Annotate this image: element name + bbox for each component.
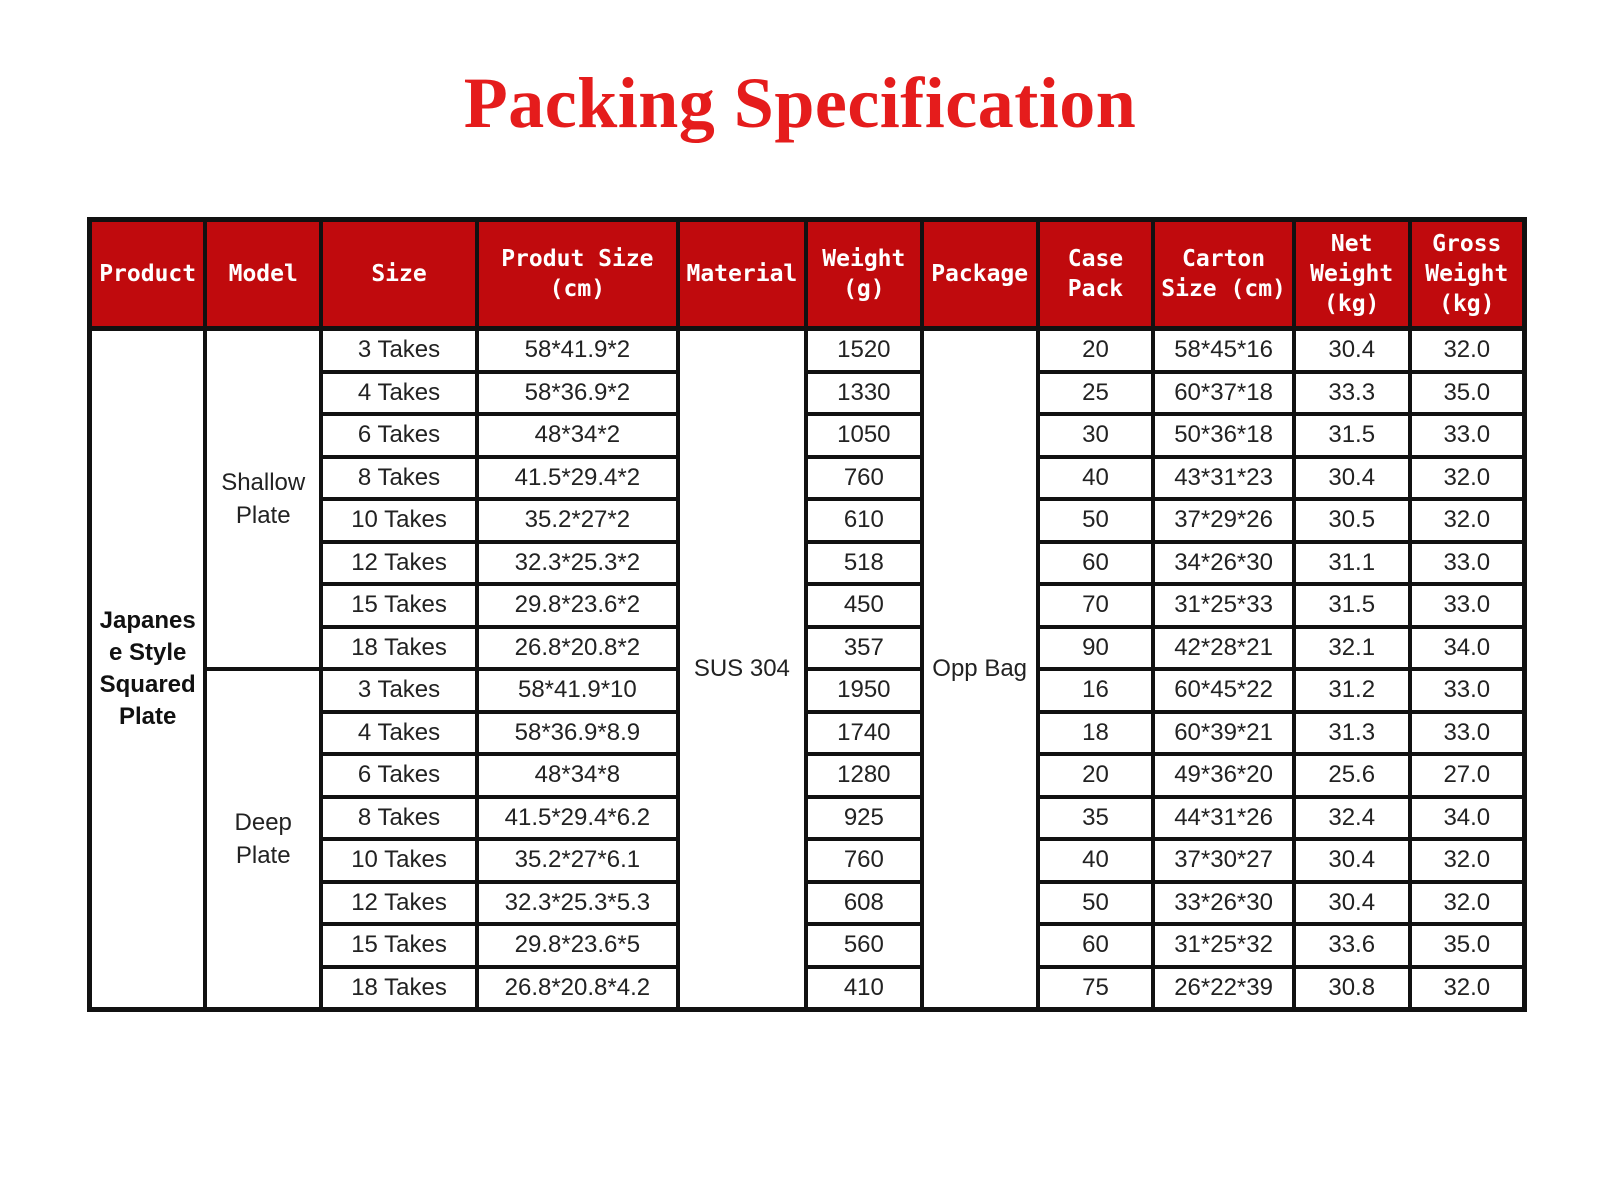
weight-cell: 608 xyxy=(806,882,922,925)
gross-weight-cell: 33.0 xyxy=(1410,542,1525,585)
net-weight-cell: 30.4 xyxy=(1294,457,1410,500)
carton-size-cell: 26*22*39 xyxy=(1153,967,1293,1010)
size-cell: 6 Takes xyxy=(321,414,477,457)
gross-weight-cell: 33.0 xyxy=(1410,669,1525,712)
size-cell: 4 Takes xyxy=(321,712,477,755)
case-pack-cell: 35 xyxy=(1038,797,1154,840)
weight-cell: 560 xyxy=(806,924,922,967)
weight-cell: 610 xyxy=(806,499,922,542)
column-header-size xyxy=(321,220,477,329)
size-cell: 3 Takes xyxy=(321,669,477,712)
column-header-weight xyxy=(806,220,922,329)
size-cell: 8 Takes xyxy=(321,457,477,500)
gross-weight-cell: 32.0 xyxy=(1410,967,1525,1010)
column-header-line: Produt Size xyxy=(501,246,654,272)
column-header-product xyxy=(90,220,206,329)
product-size-cell: 41.5*29.4*2 xyxy=(477,457,678,500)
product-size-cell: 58*41.9*2 xyxy=(477,329,678,372)
column-header-line: (kg) xyxy=(1324,291,1380,317)
product-size-cell: 32.3*25.3*2 xyxy=(477,542,678,585)
column-header-line: Case xyxy=(1067,246,1124,272)
case-pack-cell: 50 xyxy=(1038,499,1154,542)
case-pack-cell: 75 xyxy=(1038,967,1154,1010)
net-weight-cell: 31.1 xyxy=(1294,542,1410,585)
net-weight-cell: 31.5 xyxy=(1294,414,1410,457)
carton-size-cell: 33*26*30 xyxy=(1153,882,1293,925)
column-header-line: Weight xyxy=(822,246,906,272)
carton-size-cell: 31*25*32 xyxy=(1153,924,1293,967)
size-cell: 12 Takes xyxy=(321,882,477,925)
column-header-package xyxy=(922,220,1038,329)
header-row xyxy=(90,220,1525,329)
column-header-line: Net xyxy=(1330,231,1373,257)
size-cell: 8 Takes xyxy=(321,797,477,840)
product-size-cell: 41.5*29.4*6.2 xyxy=(477,797,678,840)
carton-size-cell: 31*25*33 xyxy=(1153,584,1293,627)
net-weight-cell: 32.1 xyxy=(1294,627,1410,670)
column-header-material xyxy=(678,220,806,329)
model-name-line: Plate xyxy=(235,842,291,869)
size-cell: 10 Takes xyxy=(321,839,477,882)
case-pack-cell: 20 xyxy=(1038,329,1154,372)
gross-weight-cell: 32.0 xyxy=(1410,457,1525,500)
gross-weight-cell: 33.0 xyxy=(1410,584,1525,627)
model-name-line: Shallow xyxy=(221,469,306,496)
case-pack-cell: 18 xyxy=(1038,712,1154,755)
product-size-cell: 35.2*27*2 xyxy=(477,499,678,542)
case-pack-cell: 16 xyxy=(1038,669,1154,712)
material-cell: SUS 304 xyxy=(678,329,806,1010)
carton-size-cell: 60*45*22 xyxy=(1153,669,1293,712)
weight-cell: 450 xyxy=(806,584,922,627)
weight-cell: 1740 xyxy=(806,712,922,755)
net-weight-cell: 32.4 xyxy=(1294,797,1410,840)
size-cell: 15 Takes xyxy=(321,924,477,967)
gross-weight-cell: 35.0 xyxy=(1410,372,1525,415)
carton-size-cell: 34*26*30 xyxy=(1153,542,1293,585)
carton-size-cell: 44*31*26 xyxy=(1153,797,1293,840)
net-weight-cell: 30.4 xyxy=(1294,329,1410,372)
case-pack-cell: 20 xyxy=(1038,754,1154,797)
product-size-cell: 58*36.9*2 xyxy=(477,372,678,415)
net-weight-cell: 31.2 xyxy=(1294,669,1410,712)
gross-weight-cell: 34.0 xyxy=(1410,797,1525,840)
product-size-cell: 35.2*27*6.1 xyxy=(477,839,678,882)
column-header-line: Material xyxy=(686,261,798,287)
package-cell: Opp Bag xyxy=(922,329,1038,1010)
carton-size-cell: 37*30*27 xyxy=(1153,839,1293,882)
weight-cell: 1050 xyxy=(806,414,922,457)
case-pack-cell: 60 xyxy=(1038,542,1154,585)
size-cell: 18 Takes xyxy=(321,967,477,1010)
gross-weight-cell: 33.0 xyxy=(1410,712,1525,755)
column-header-line: Size (cm) xyxy=(1161,276,1286,302)
case-pack-cell: 70 xyxy=(1038,584,1154,627)
size-cell: 18 Takes xyxy=(321,627,477,670)
carton-size-cell: 60*39*21 xyxy=(1153,712,1293,755)
gross-weight-cell: 32.0 xyxy=(1410,839,1525,882)
column-header-line: Pack xyxy=(1067,276,1124,302)
table-row xyxy=(90,669,1525,712)
product-size-cell: 29.8*23.6*2 xyxy=(477,584,678,627)
weight-cell: 925 xyxy=(806,797,922,840)
carton-size-cell: 49*36*20 xyxy=(1153,754,1293,797)
product-size-cell: 26.8*20.8*2 xyxy=(477,627,678,670)
column-header-product-size xyxy=(477,220,678,329)
column-header-line: Carton xyxy=(1182,246,1266,272)
carton-size-cell: 42*28*21 xyxy=(1153,627,1293,670)
weight-cell: 410 xyxy=(806,967,922,1010)
net-weight-cell: 31.5 xyxy=(1294,584,1410,627)
gross-weight-cell: 32.0 xyxy=(1410,499,1525,542)
product-size-cell: 58*41.9*10 xyxy=(477,669,678,712)
carton-size-cell: 43*31*23 xyxy=(1153,457,1293,500)
table-body xyxy=(90,329,1525,1010)
carton-size-cell: 58*45*16 xyxy=(1153,329,1293,372)
model-cell xyxy=(205,329,321,670)
product-name-line: Plate xyxy=(118,703,177,730)
product-size-cell: 26.8*20.8*4.2 xyxy=(477,967,678,1010)
net-weight-cell: 30.4 xyxy=(1294,839,1410,882)
size-cell: 10 Takes xyxy=(321,499,477,542)
product-name-line: Japanes xyxy=(99,607,196,634)
column-header-net-weight xyxy=(1294,220,1410,329)
product-size-cell: 29.8*23.6*5 xyxy=(477,924,678,967)
product-size-cell: 48*34*8 xyxy=(477,754,678,797)
weight-cell: 760 xyxy=(806,839,922,882)
column-header-line: Size xyxy=(371,261,427,287)
column-header-line: Weight xyxy=(1310,261,1394,287)
case-pack-cell: 90 xyxy=(1038,627,1154,670)
model-cell xyxy=(205,669,321,1010)
gross-weight-cell: 35.0 xyxy=(1410,924,1525,967)
column-header-model xyxy=(205,220,321,329)
page-title: Packing Specification xyxy=(463,63,1137,143)
product-size-cell: 48*34*2 xyxy=(477,414,678,457)
weight-cell: 1520 xyxy=(806,329,922,372)
column-header-carton-size xyxy=(1153,220,1293,329)
net-weight-cell: 30.8 xyxy=(1294,967,1410,1010)
product-cell xyxy=(90,329,206,1010)
column-header-line: Gross xyxy=(1432,231,1502,257)
weight-cell: 518 xyxy=(806,542,922,585)
gross-weight-cell: 34.0 xyxy=(1410,627,1525,670)
product-size-cell: 58*36.9*8.9 xyxy=(477,712,678,755)
column-header-case-pack xyxy=(1038,220,1154,329)
column-header-line: Model xyxy=(228,261,298,287)
case-pack-cell: 50 xyxy=(1038,882,1154,925)
size-cell: 3 Takes xyxy=(321,329,477,372)
case-pack-cell: 25 xyxy=(1038,372,1154,415)
model-name-line: Deep xyxy=(234,809,292,836)
weight-cell: 1330 xyxy=(806,372,922,415)
size-cell: 15 Takes xyxy=(321,584,477,627)
size-cell: 12 Takes xyxy=(321,542,477,585)
net-weight-cell: 33.6 xyxy=(1294,924,1410,967)
product-name-line: Squared xyxy=(99,671,196,698)
column-header-line: (kg) xyxy=(1439,291,1495,317)
column-header-line: Product xyxy=(99,261,197,287)
net-weight-cell: 25.6 xyxy=(1294,754,1410,797)
column-header-line: Weight xyxy=(1425,261,1509,287)
case-pack-cell: 40 xyxy=(1038,457,1154,500)
column-header-line: Package xyxy=(931,261,1029,287)
size-cell: 6 Takes xyxy=(321,754,477,797)
gross-weight-cell: 32.0 xyxy=(1410,329,1525,372)
weight-cell: 1950 xyxy=(806,669,922,712)
model-name-line: Plate xyxy=(235,502,291,529)
weight-cell: 1280 xyxy=(806,754,922,797)
case-pack-cell: 30 xyxy=(1038,414,1154,457)
case-pack-cell: 40 xyxy=(1038,839,1154,882)
column-header-line: (g) xyxy=(843,276,885,302)
weight-cell: 357 xyxy=(806,627,922,670)
column-header-line: (cm) xyxy=(549,276,606,302)
packing-spec-table xyxy=(87,217,1527,1012)
gross-weight-cell: 32.0 xyxy=(1410,882,1525,925)
net-weight-cell: 30.5 xyxy=(1294,499,1410,542)
product-size-cell: 32.3*25.3*5.3 xyxy=(477,882,678,925)
gross-weight-cell: 27.0 xyxy=(1410,754,1525,797)
carton-size-cell: 50*36*18 xyxy=(1153,414,1293,457)
carton-size-cell: 60*37*18 xyxy=(1153,372,1293,415)
gross-weight-cell: 33.0 xyxy=(1410,414,1525,457)
weight-cell: 760 xyxy=(806,457,922,500)
table-row xyxy=(90,329,1525,372)
carton-size-cell: 37*29*26 xyxy=(1153,499,1293,542)
column-header-gross-weight xyxy=(1410,220,1525,329)
net-weight-cell: 33.3 xyxy=(1294,372,1410,415)
net-weight-cell: 30.4 xyxy=(1294,882,1410,925)
product-name-line: e Style xyxy=(108,639,187,666)
case-pack-cell: 60 xyxy=(1038,924,1154,967)
size-cell: 4 Takes xyxy=(321,372,477,415)
net-weight-cell: 31.3 xyxy=(1294,712,1410,755)
